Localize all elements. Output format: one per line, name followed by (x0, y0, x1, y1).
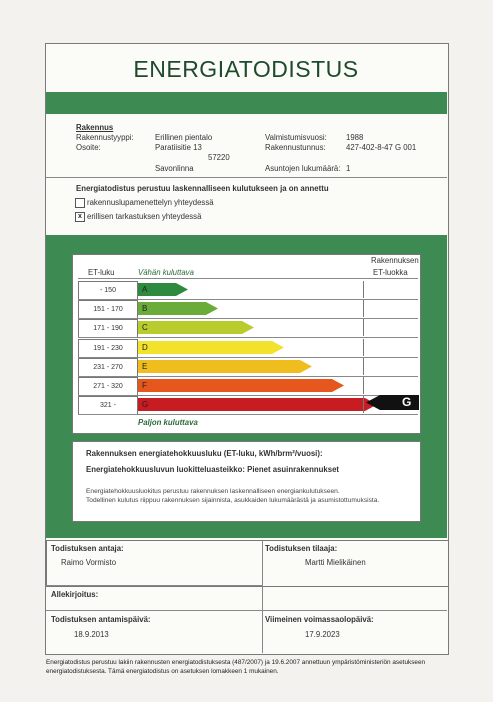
building-id-label: Rakennustunnus: (265, 143, 326, 152)
scale-range-label: 321 - (78, 396, 138, 415)
section-divider (46, 177, 447, 178)
signature-top-line (46, 585, 262, 586)
scale-row (78, 358, 418, 375)
less-consuming-label: Vähän kuluttava (138, 268, 194, 277)
issuer-label: Todistuksen antaja: (51, 544, 124, 553)
et-note-1: Energiatehokkuusluokitus perustuu rakennuksen laskennalliseen energiankulutukseen. (86, 488, 340, 495)
class-letter: E (142, 361, 148, 371)
address-postal-code: 57220 (208, 153, 230, 162)
building-id-value: 427-402-8-47 G 001 (346, 143, 417, 152)
class-column-header-1: Rakennuksen (371, 256, 419, 265)
et-value-label: Rakennuksen energiatehokkuusluku (ET-luku, kWh/brm²/vuosi): (86, 449, 323, 458)
units-label: Asuntojen lukumäärä: (265, 164, 341, 173)
class-arrow-d (138, 341, 284, 354)
class-arrow-e (138, 360, 312, 373)
class-arrow-g (138, 398, 377, 411)
class-arrow-c (138, 321, 254, 334)
option-permit-checkbox[interactable] (75, 198, 85, 208)
class-letter: D (142, 342, 148, 352)
building-type-label: Rakennustyyppi: (76, 133, 134, 142)
class-arrow-b (138, 302, 218, 315)
class-letter: C (142, 323, 148, 333)
class-letter: G (142, 400, 149, 410)
scale-range-label: 231 - 270 (78, 358, 138, 377)
units-value: 1 (346, 164, 351, 173)
option-inspection-checkbox[interactable]: x (75, 212, 85, 222)
scale-row-divider (78, 414, 418, 415)
et-note-2: Todellinen kulutus riippuu rakennuksen sijainnista, asukkaiden lukumäärästä ja asumistottumuksista. (86, 497, 380, 504)
scale-range-label: 191 - 230 (78, 339, 138, 358)
building-class-cell (363, 300, 419, 317)
scale-row (78, 319, 418, 336)
basis-heading: Energiatodistus perustuu laskennalliseen kulutukseen ja on annettu (76, 184, 329, 193)
valid-until-value: 17.9.2023 (305, 630, 340, 639)
more-consuming-label: Paljon kuluttava (138, 418, 198, 427)
issue-date-label: Todistuksen antamispäivä: (51, 615, 151, 624)
building-class-cell (363, 281, 419, 298)
building-class-marker (366, 395, 419, 410)
scale-row (78, 281, 418, 298)
address-city: Savonlinna (155, 164, 194, 173)
signature-label: Allekirjoitus: (51, 590, 99, 599)
class-arrow-a (138, 283, 188, 296)
class-letter: F (142, 381, 147, 390)
building-class-cell (363, 358, 419, 375)
orderer-label: Todistuksen tilaaja: (265, 544, 338, 553)
year-value: 1988 (346, 133, 364, 142)
scale-range-label: 271 - 320 (78, 377, 138, 396)
orderer-value: Martti Mielikäinen (305, 558, 366, 567)
grid-divider (262, 540, 263, 653)
scale-row (78, 300, 418, 317)
address-label: Osoite: (76, 143, 101, 152)
scale-range-label: 151 - 170 (78, 300, 138, 319)
class-letter: A (142, 285, 148, 294)
option-permit-label: rakennuslupamenettelyn yhteydessä (87, 198, 214, 207)
scale-range-label: - 150 (78, 281, 138, 300)
building-class-value: G (402, 395, 412, 409)
class-column-header-2: ET-luokka (373, 268, 408, 277)
year-label: Valmistumisvuosi: (265, 133, 327, 142)
scale-row (78, 377, 418, 394)
et-scale-label: Energiatehokkuusluvun luokitteluasteikko: Pienet asuinrakennukset (86, 465, 340, 474)
option-inspection-label: erillisen tarkastuksen yhteydessä (87, 212, 202, 221)
issue-date-value: 18.9.2013 (74, 630, 109, 639)
title-band (46, 92, 447, 114)
building-type-value: Erillinen pientalo (155, 133, 213, 142)
issuer-value: Raimo Vormisto (61, 558, 117, 567)
building-heading: Rakennus (76, 123, 114, 132)
scale-row (78, 339, 418, 356)
building-class-cell (363, 319, 419, 336)
date-top-line (46, 610, 447, 611)
class-letter: B (142, 304, 148, 314)
building-class-cell (363, 339, 419, 356)
legal-footer: Energiatodistus perustuu lakiin rakennusten energiatodistuksesta (487/2007) ja 19.6.2007 annettuun ympäristöministeriön asetukseen energiatodistuksesta. Tämä energiatodistus on asetuksen lomakkeen 1 mukainen. (46, 659, 426, 675)
et-column-header: ET-luku (88, 268, 115, 277)
valid-until-label: Viimeinen voimassaolopäivä: (265, 615, 374, 624)
address-street: Paratiisitie 13 (155, 143, 202, 152)
scale-top-line (78, 278, 418, 279)
scale-range-label: 171 - 190 (78, 319, 138, 338)
building-class-cell (363, 377, 419, 394)
document-title: ENERGIATODISTUS (133, 56, 359, 82)
class-arrow-f (138, 379, 344, 392)
